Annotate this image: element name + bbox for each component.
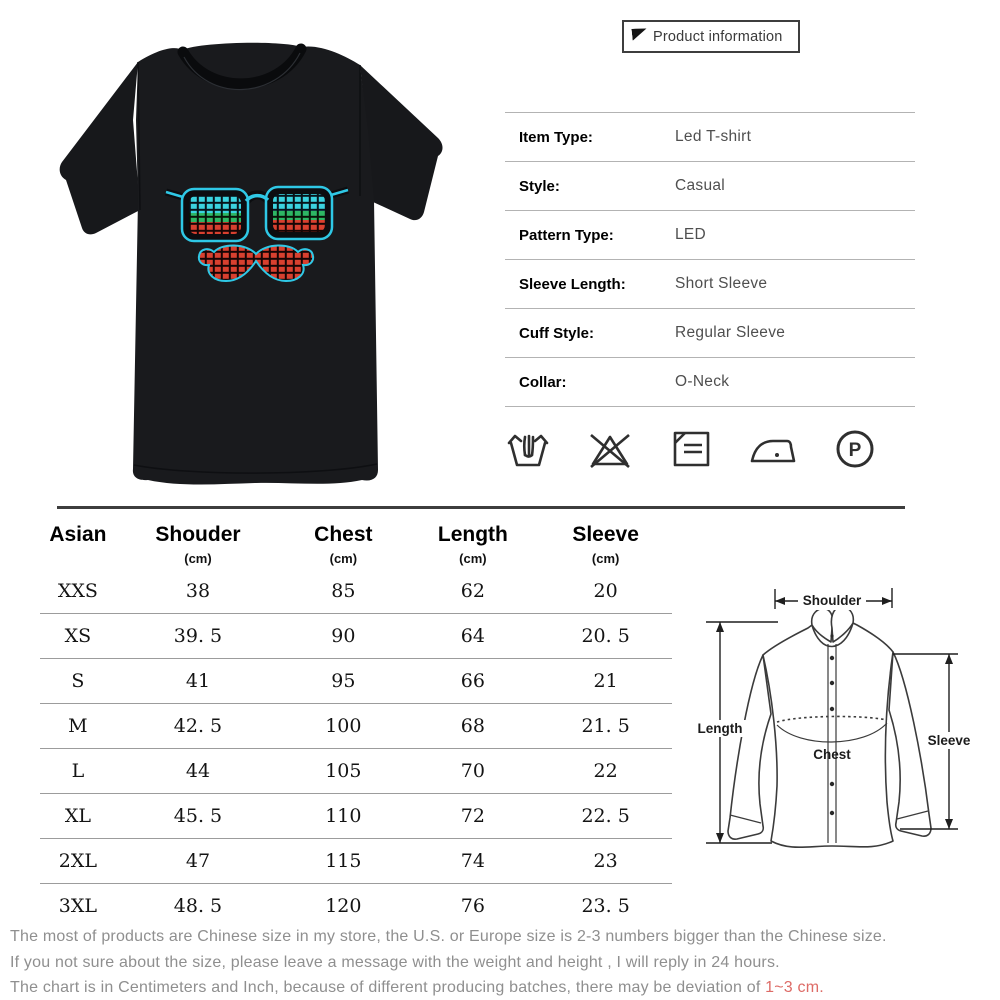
- info-label: Sleeve Length:: [519, 275, 626, 293]
- value-cell: 110: [280, 794, 406, 839]
- size-cell: XXS: [57, 580, 98, 602]
- table-row: [505, 210, 915, 259]
- iron-low-icon: [749, 427, 797, 471]
- table-row: [505, 308, 915, 357]
- column-header: Chest: [314, 523, 373, 546]
- value-cell: 64: [407, 614, 540, 659]
- sleeve-label: Sleeve: [927, 733, 971, 748]
- value-cell: 76: [407, 884, 540, 929]
- diagram-left-sleeve: [728, 655, 771, 839]
- product-info-table: [505, 112, 915, 407]
- value-cell: 100: [280, 704, 406, 749]
- size-cell: S: [40, 659, 116, 704]
- table-row: [505, 357, 915, 407]
- column-header: Sleeve: [572, 523, 639, 546]
- info-value: Short Sleeve: [675, 275, 768, 292]
- value-cell: 47: [116, 839, 280, 884]
- note-line-2: If you not sure about the size, please leave a message with the weight and height , I will reply in 24 hours.: [10, 953, 780, 971]
- value-cell: 39. 5: [116, 614, 280, 659]
- unit-cell: (cm): [459, 550, 487, 566]
- product-information-title: Product information: [653, 28, 783, 45]
- hand-wash-icon: [505, 427, 551, 471]
- size-cell: XL: [40, 794, 116, 839]
- table-row: [40, 704, 672, 749]
- value-cell: 120: [280, 884, 406, 929]
- table-row: [40, 569, 672, 614]
- value-cell: 20: [593, 580, 618, 602]
- care-icons-row: [505, 426, 877, 472]
- value-cell: 22: [539, 749, 672, 794]
- value-cell: 68: [407, 704, 540, 749]
- unit-cell: [40, 547, 116, 569]
- do-not-bleach-icon: [587, 427, 633, 471]
- note-line-3-highlight: 1~3 cm.: [765, 979, 824, 996]
- unit-cell: (cm): [184, 550, 212, 566]
- value-cell: 41: [116, 659, 280, 704]
- value-cell: 105: [280, 749, 406, 794]
- section-divider: [57, 506, 905, 509]
- value-cell: 45. 5: [116, 794, 280, 839]
- value-cell: 115: [280, 839, 406, 884]
- info-label: Collar:: [519, 373, 567, 391]
- svg-text:P: P: [848, 440, 862, 461]
- product-information-header: [622, 20, 800, 53]
- info-label: Cuff Style:: [519, 324, 594, 342]
- tshirt-left-sleeve: [60, 62, 140, 234]
- size-notes: [10, 924, 995, 1000]
- value-cell: 90: [280, 614, 406, 659]
- shoulder-label: Shoulder: [802, 593, 862, 608]
- value-cell: 23: [539, 839, 672, 884]
- column-header: Length: [437, 523, 508, 546]
- table-row: [40, 839, 672, 884]
- value-cell: 22. 5: [539, 794, 672, 839]
- table-row: [40, 614, 672, 659]
- value-cell: 44: [116, 749, 280, 794]
- info-value: Led T-shirt: [675, 128, 752, 145]
- info-label: Item Type:: [519, 128, 593, 146]
- value-cell: 42. 5: [116, 704, 280, 749]
- info-label: Pattern Type:: [519, 226, 614, 244]
- value-cell: 72: [407, 794, 540, 839]
- unit-cell: (cm): [591, 550, 620, 566]
- table-row: [505, 112, 915, 161]
- value-cell: 62: [460, 580, 485, 602]
- value-cell: 20. 5: [539, 614, 672, 659]
- length-label: Length: [697, 721, 743, 736]
- value-cell: 21: [539, 659, 672, 704]
- size-chart-header-row: [40, 513, 672, 547]
- value-cell: 23. 5: [539, 884, 672, 929]
- chest-label: Chest: [813, 747, 851, 762]
- value-cell: 38: [185, 580, 211, 602]
- table-row: [40, 794, 672, 839]
- table-row: [505, 161, 915, 210]
- table-row: [40, 749, 672, 794]
- column-header: Shouder: [155, 523, 241, 546]
- table-row: [40, 659, 672, 704]
- value-cell: 66: [407, 659, 540, 704]
- unit-cell: (cm): [329, 550, 358, 566]
- size-cell: M: [40, 704, 116, 749]
- size-chart-table: [40, 513, 672, 928]
- value-cell: 70: [407, 749, 540, 794]
- corner-flag-icon: [631, 27, 647, 41]
- value-cell: 74: [407, 839, 540, 884]
- size-diagram: [660, 562, 1000, 920]
- info-value: LED: [675, 226, 707, 243]
- value-cell: 21. 5: [539, 704, 672, 749]
- info-value: O-Neck: [675, 373, 730, 390]
- table-row: [505, 259, 915, 308]
- value-cell: 48. 5: [116, 884, 280, 929]
- unit-row: [40, 547, 672, 569]
- table-row: [40, 884, 672, 929]
- note-line-3: [10, 975, 995, 1000]
- natural-dry-icon: [669, 427, 713, 471]
- info-label: Style:: [519, 177, 560, 195]
- tshirt-product-photo: [30, 0, 500, 500]
- value-cell: 95: [280, 659, 406, 704]
- size-cell: XS: [40, 614, 116, 659]
- column-header: Asian: [49, 523, 107, 546]
- dry-clean-p-icon: [833, 427, 877, 471]
- info-value: Casual: [675, 177, 726, 194]
- note-line-3-text: The chart is in Centimeters and Inch, because of different producing batches, there may be deviation of: [10, 979, 766, 996]
- value-cell: 85: [331, 580, 356, 602]
- size-cell: 2XL: [40, 839, 116, 884]
- size-cell: L: [40, 749, 116, 794]
- tshirt-body: [133, 43, 378, 485]
- info-value: Regular Sleeve: [675, 324, 786, 341]
- size-cell: 3XL: [40, 884, 116, 929]
- note-line-1: The most of products are Chinese size in my store, the U.S. or Europe size is 2-3 numbers bigger than the Chinese size.: [10, 928, 887, 945]
